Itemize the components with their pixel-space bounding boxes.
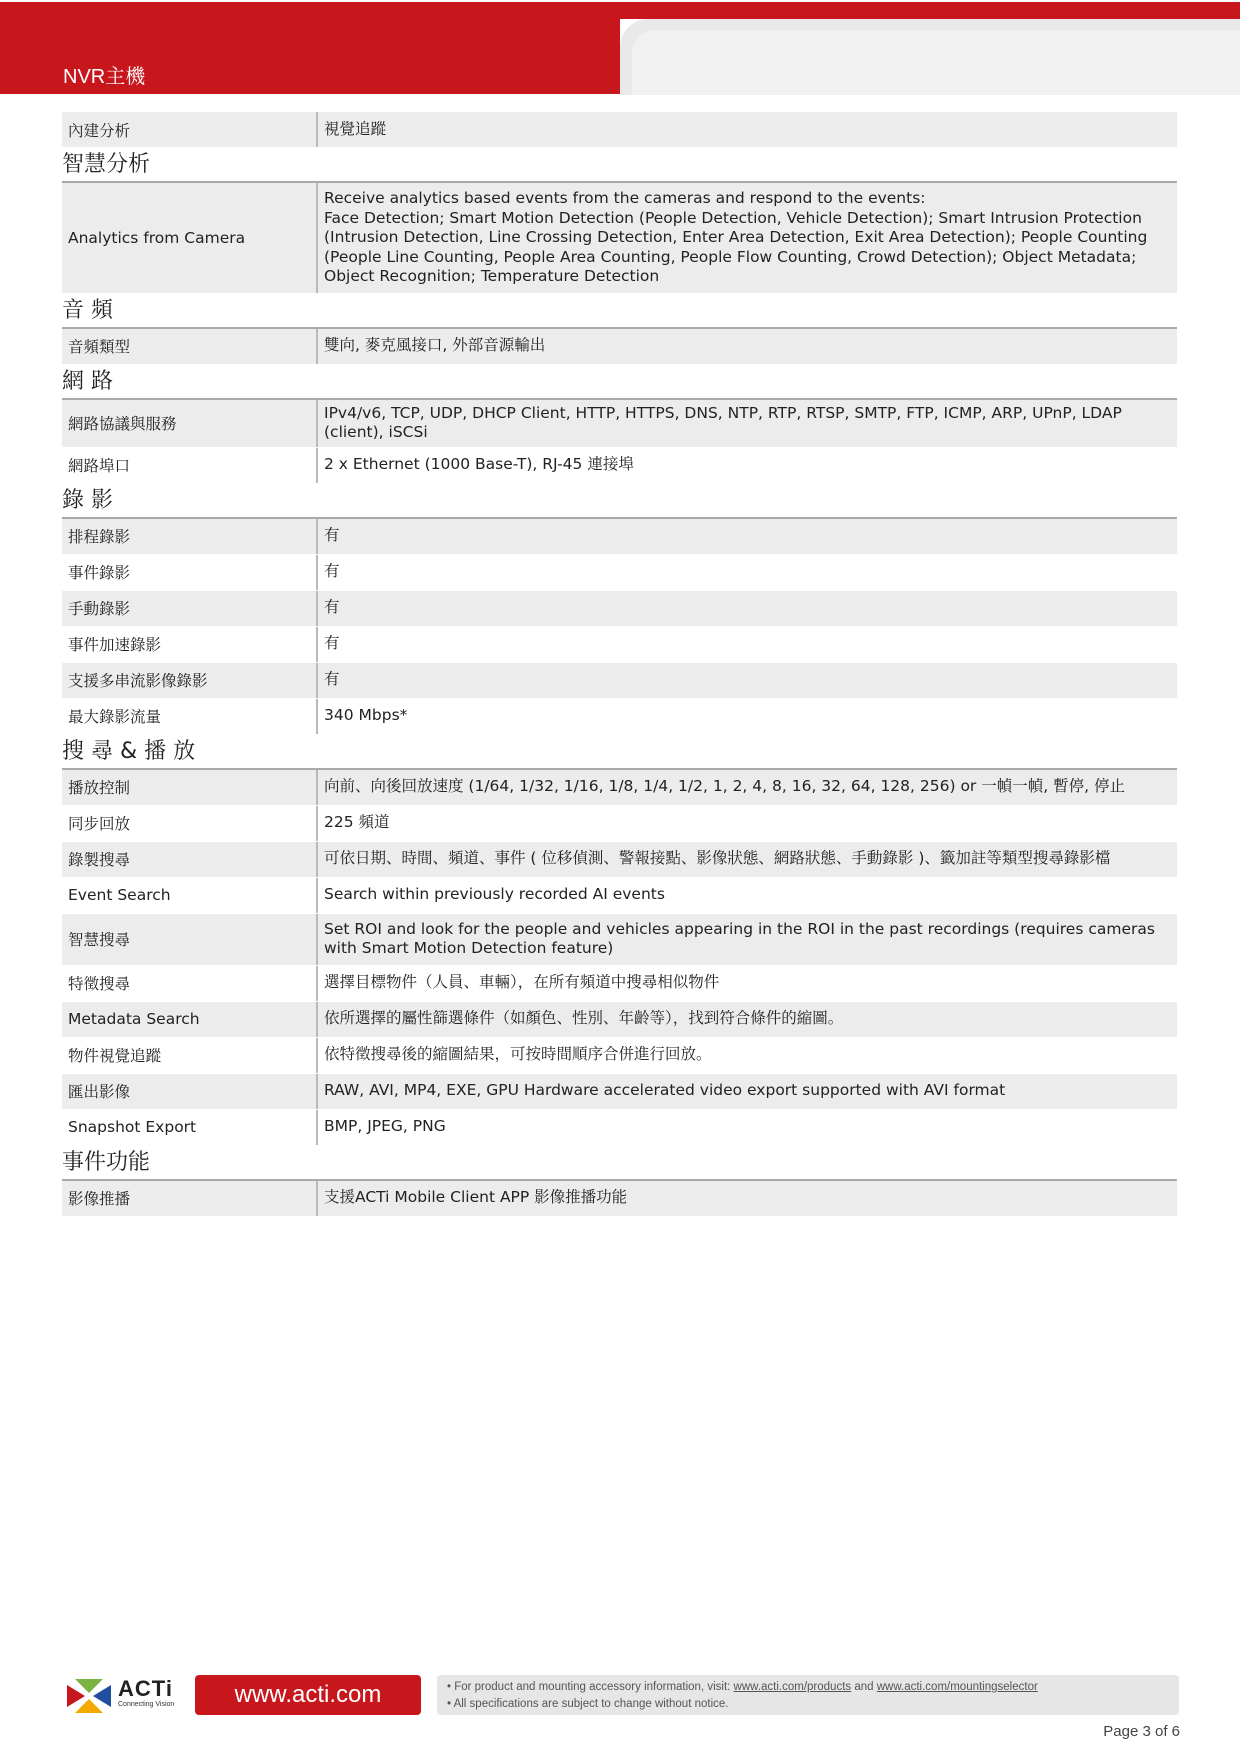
section-title: 搜 尋 & 播 放 [62,735,1177,770]
spec-label: Analytics from Camera [62,183,318,293]
spec-label: 物件視覺追蹤 [62,1038,318,1073]
header-gray-tab-inner [632,30,1240,95]
spec-label: Metadata Search [62,1002,318,1037]
spec-row [62,1038,1177,1074]
spec-row [62,329,1177,365]
spec-value: 有 [324,526,340,545]
spec-row [62,699,1177,735]
spec-label: 影像推播 [62,1181,318,1216]
spec-content [62,112,1177,1217]
spec-value: 有 [324,670,340,689]
spec-label: 事件錄影 [62,555,318,590]
spec-row [62,1110,1177,1146]
acti-logo-icon [67,1679,111,1713]
spec-label: 錄製搜尋 [62,842,318,877]
spec-row [62,770,1177,806]
spec-value: Set ROI and look for the people and vehicles appearing in the ROI in the past recordings (requires cameras with Smart Motion Detection feature) [324,919,1155,957]
section-title: 錄 影 [62,484,1177,519]
page-number: Page 3 of 6 [1103,1723,1180,1740]
spec-label: Snapshot Export [62,1110,318,1145]
page-footer [0,1665,1240,1755]
section-title: 事件功能 [62,1146,1177,1181]
spec-label: 網路協議與服務 [62,400,318,447]
section-title: 音 頻 [62,294,1177,329]
spec-value: 依特徵搜尋後的縮圖結果，可按時間順序合併進行回放。 [324,1045,712,1064]
spec-row [62,112,1177,148]
spec-value: 2 x Ethernet (1000 Base-T), RJ-45 連接埠 [324,455,634,474]
spec-row [62,627,1177,663]
spec-value: Receive analytics based events from the cameras and respond to the events: Face Detection; Smart Motion Detection (People Detection, Vehicle Detection); Smart Intrusion Protection (Intrusion Detection, Line Crossing Detection, Enter Area Detection, Exit Area Detection); People Counting (People Line Counting, People Area Counting, People Flow Counting, Crowd Detection); Object Metadata; Object Recognition; Temperature Detection [324,189,1148,285]
spec-label: 同步回放 [62,806,318,841]
spec-value: 選擇目標物件（人員、車輛），在所有頻道中搜尋相似物件 [324,973,720,992]
spec-value: 340 Mbps* [324,706,408,725]
section-title: 網 路 [62,365,1177,400]
spec-row [62,448,1177,484]
logo-tagline: Connecting Vision [118,1701,175,1708]
spec-row [62,806,1177,842]
spec-row [62,878,1177,914]
spec-label: 支援多串流影像錄影 [62,663,318,698]
spec-row [62,1074,1177,1110]
spec-sections [62,148,1177,1217]
header-title: NVR主機 [63,66,146,88]
spec-value: Search within previously recorded AI events [324,885,665,904]
spec-value: 支援ACTi Mobile Client APP 影像推播功能 [324,1188,628,1207]
spec-row [62,842,1177,878]
spec-row [62,519,1177,555]
spec-row [62,1181,1177,1217]
spec-row [62,966,1177,1002]
spec-value: 有 [324,598,340,617]
spec-row [62,914,1177,966]
spec-label: 播放控制 [62,770,318,805]
spec-value: 可依日期、時間、頻道、事件 ( 位移偵測、警報接點、影像狀態、網路狀態、手動錄影 )、籤加註等類型搜尋錄影檔 [324,849,1111,868]
footer-info-line2: • All specifications are subject to change without notice. [447,1698,729,1710]
section-title: 智慧分析 [62,148,1177,183]
spec-row [62,555,1177,591]
spec-value: 有 [324,562,340,581]
spec-label: 事件加速錄影 [62,627,318,662]
footer-info-line1 [447,1679,1169,1696]
spec-label: 音頻類型 [62,329,318,364]
spec-label: Event Search [62,878,318,913]
spec-value: 向前、向後回放速度 (1/64, 1/32, 1/16, 1/8, 1/4, 1/2, 1, 2, 4, 8, 16, 32, 64, 128, 256) or 一幀一幀, 暫停, 停止 [324,777,1125,796]
products-link[interactable]: www.acti.com/products [733,1681,852,1693]
spec-label: 內建分析 [62,112,318,147]
spec-value: 雙向, 麥克風接口, 外部音源輸出 [324,336,546,355]
spec-label: 手動錄影 [62,591,318,626]
spec-value: 225 頻道 [324,813,390,832]
spec-value: IPv4/v6, TCP, UDP, DHCP Client, HTTP, HTTPS, DNS, NTP, RTP, RTSP, SMTP, FTP, ICMP, ARP, UPnP, LDAP (client), iSCSi [324,403,1122,441]
spec-row [62,663,1177,699]
spec-value: 依所選擇的屬性篩選條件（如顏色、性別、年齡等），找到符合條件的縮圖。 [324,1009,844,1028]
spec-value: 視覺追蹤 [324,119,387,138]
spec-row [62,183,1177,294]
spec-label: 匯出影像 [62,1074,318,1109]
info-prefix: • For product and mounting accessory information, visit: [447,1681,734,1693]
spec-value: RAW, AVI, MP4, EXE, GPU Hardware accelerated video export supported with AVI format [324,1081,1006,1100]
spec-value: 有 [324,634,340,653]
spec-label: 網路埠口 [62,448,318,483]
spec-label: 特徵搜尋 [62,966,318,1001]
spec-row [62,591,1177,627]
info-and: and [851,1681,877,1693]
spec-label: 最大錄影流量 [62,699,318,734]
spec-row [62,1002,1177,1038]
spec-label: 智慧搜尋 [62,914,318,965]
spec-row [62,400,1177,448]
website-link[interactable]: www.acti.com [195,1675,421,1715]
spec-label: 排程錄影 [62,519,318,554]
mounting-selector-link[interactable]: www.acti.com/mountingselector [876,1681,1038,1693]
logo-text: ACTi [118,1676,173,1701]
page-header [0,0,1240,95]
footer-info [437,1675,1179,1715]
spec-value: BMP, JPEG, PNG [324,1117,446,1136]
